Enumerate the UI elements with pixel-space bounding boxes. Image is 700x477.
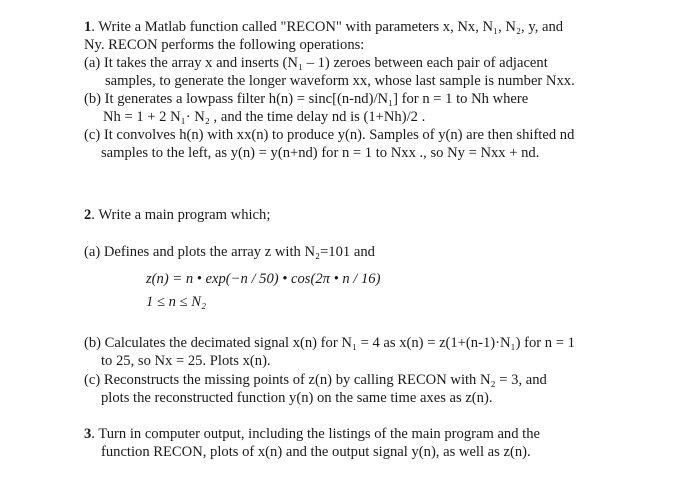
q1-intro-line1 [84,19,563,37]
q3-line1 [84,426,540,444]
q1-intro-text: . Write a Matlab function called "RECON" with parameters x, Nx, N₁, N₂, y, and [91,19,564,35]
q1-number: 1 [84,19,92,35]
q2-equation-z: z(n) = n • exp(−n / 50) • cos(2π • n / 16) [146,271,381,287]
q2-b-line2: to 25, so Nx = 25. Plots x(n). [101,353,271,369]
q2-a-line1: (a) Defines and plots the array z with N₂=101 and [84,244,375,260]
q2-equation-range: 1 ≤ n ≤ N₂ [146,294,207,310]
q2-number: 2 [84,207,92,223]
q1-b-line2: Nh = 1 + 2 N₁· N₂ , and the time delay nd is (1+Nh)/2 . [103,109,426,125]
q1-intro-line2: Ny. RECON performs the following operations: [84,37,365,53]
q3-line1-text: . Turn in computer output, including the listings of the main program and the [91,426,541,442]
q2-intro [84,207,270,225]
q2-intro-text: . Write a main program which; [91,207,271,223]
q3-line2: function RECON, plots of x(n) and the output signal y(n), as well as z(n). [101,444,531,460]
q1-c-line2: samples to the left, as y(n) = y(n+nd) for n = 1 to Nxx ., so Ny = Nxx + nd. [101,145,540,161]
q1-a-line2: samples, to generate the longer waveform xx, whose last sample is number Nxx. [105,73,575,89]
q1-a-line1: (a) It takes the array x and inserts (N₁ – 1) zeroes between each pair of adjacent [84,55,548,71]
q2-c-line1: (c) Reconstructs the missing points of z(n) by calling RECON with N₂ = 3, and [84,372,547,388]
q1-c-line1: (c) It convolves h(n) with xx(n) to produce y(n). Samples of y(n) are then shifted nd [84,127,575,143]
q3-number: 3 [84,426,92,442]
q2-b-line1: (b) Calculates the decimated signal x(n) for N₁ = 4 as x(n) = z(1+(n-1)·N₁) for n = 1 [84,335,575,351]
q2-c-line2: plots the reconstructed function y(n) on the same time axes as z(n). [101,390,493,406]
q1-b-line1: (b) It generates a lowpass filter h(n) = sinc[(n-nd)/N₁] for n = 1 to Nh where [84,91,529,107]
